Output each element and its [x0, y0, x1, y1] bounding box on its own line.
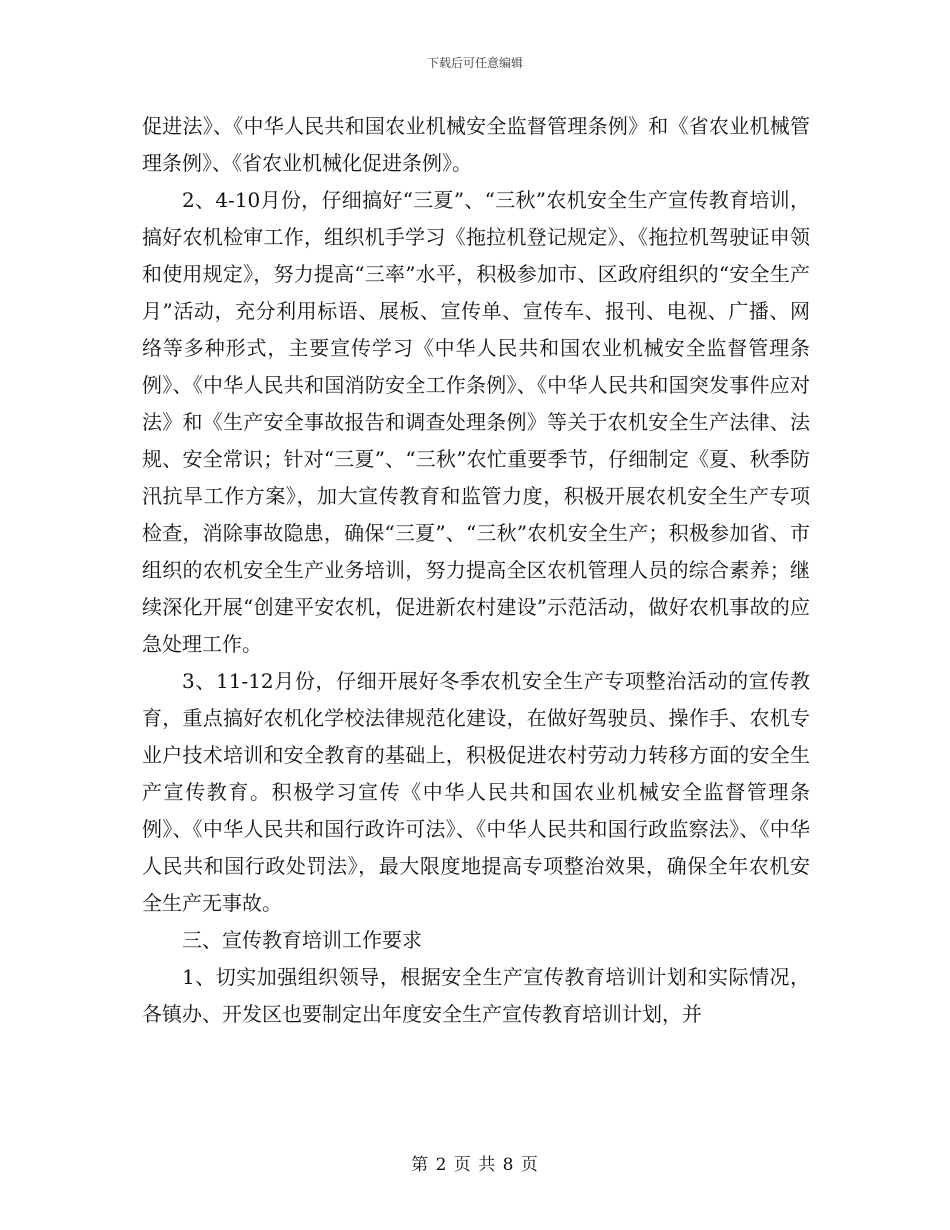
- document-body: [142, 108, 810, 1033]
- section-heading: 三、宣传教育培训工作要求: [182, 928, 422, 952]
- page-header: 下载后可任意编辑: [426, 56, 523, 70]
- paragraph-3: 3、11-12月份，仔细开展好冬季农机安全生产专项整治活动的宣传教育，重点搞好农机化学校法律规范化建设，在做好驾驶员、操作手、农机专业户技术培训和安全教育的基础上，积极促进农村劳动力转移方面的安全生产宣传教育。积极学习宣传《中华人民共和国农业机械安全监督管理条例》、《中华人民共和国行政许可法》、《中华人民共和国行政监察法》、《中华人民共和国行政处罚法》，最大限度地提高专项整治效果，确保全年农机安全生产无事故。: [142, 669, 810, 915]
- page-number-footer: 第 2 页 共 8 页: [411, 1155, 539, 1175]
- paragraph-2: 2、4-10月份，仔细搞好“三夏”、“三秋”农机安全生产宣传教育培训，搞好农机检审工作，组织机手学习《拖拉机登记规定》、《拖拉机驾驶证申领和使用规定》，努力提高“三率”水平，积极参加市、区政府组织的“安全生产月”活动，充分利用标语、展板、宣传单、宣传车、报刊、电视、广播、网络等多种形式，主要宣传学习《中华人民共和国农业机械安全监督管理条例》、《中华人民共和国消防安全工作条例》、《中华人民共和国突发事件应对法》和《生产安全事故报告和调查处理条例》等关于农机安全生产法律、法规、安全常识；针对“三夏”、“三秋”农忙重要季节，仔细制定《夏、秋季防汛抗旱工作方案》，加大宣传教育和监管力度，积极开展农机安全生产专项检查，消除事故隐患，确保“三夏”、“三秋”农机安全生产；积极参加省、市组织的农机安全生产业务培训，努力提高全区农机管理人员的综合素养；继续深化开展“创建平安农机，促进新农村建设”示范活动，做好农机事故的应急处理工作。: [142, 188, 810, 656]
- paragraph-1: 促进法》、《中华人民共和国农业机械安全监督管理条例》和《省农业机械管理条例》、《省农业机械化促进条例》。: [142, 114, 810, 175]
- paragraph-4: 1、切实加强组织领导，根据安全生产宣传教育培训计划和实际情况，各镇办、开发区也要制定出年度安全生产宣传教育培训计划，并: [142, 965, 810, 1026]
